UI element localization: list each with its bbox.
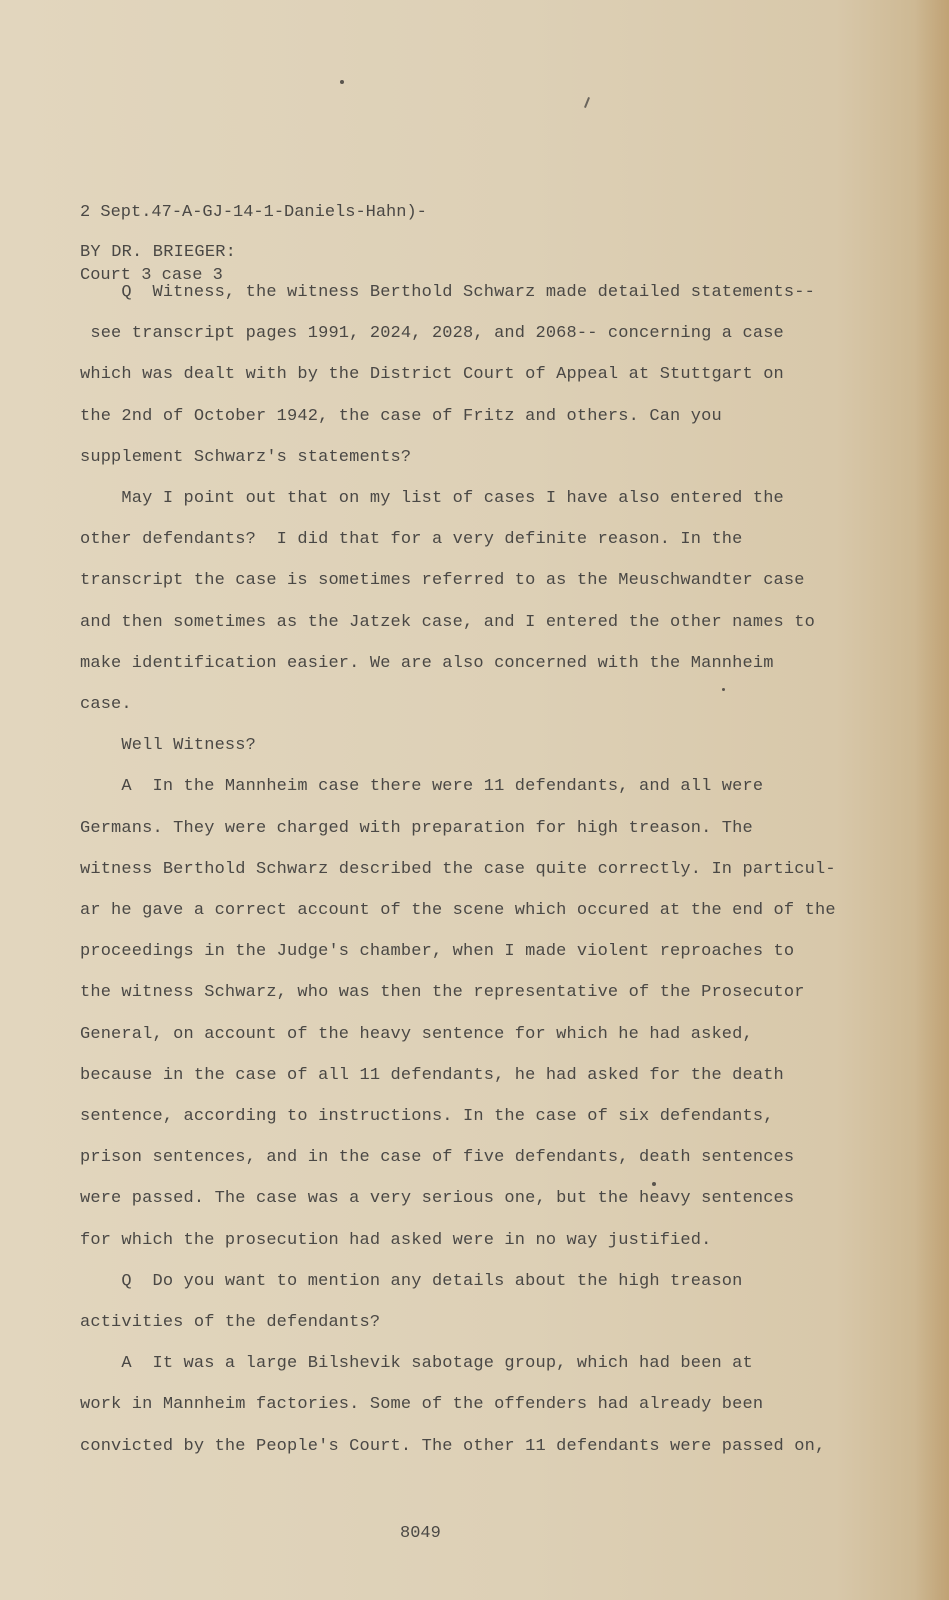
text-line: see transcript pages 1991, 2024, 2028, and 2068-- concerning a case: [80, 324, 784, 344]
text-line: sentence, according to instructions. In the case of six defendants,: [80, 1107, 774, 1126]
text-line: activities of the defendants?: [80, 1313, 381, 1332]
page-number: 8049: [400, 1524, 441, 1543]
text-line: work in Mannheim factories. Some of the offenders had already been: [80, 1395, 764, 1415]
ink-speck: [722, 688, 725, 691]
ink-speck: [652, 1182, 656, 1186]
text-line: General, on account of the heavy sentence for which he had asked,: [80, 1024, 753, 1044]
pencil-mark: [584, 97, 590, 108]
header-line: Court 3 case 3: [80, 266, 223, 285]
text-line: supplement Schwarz's statements?: [80, 447, 412, 467]
text-line: Well Witness?: [80, 736, 256, 756]
text-line: May I point out that on my list of cases I have also entered the: [80, 489, 784, 508]
text-line: which was dealt with by the District Court of Appeal at Stuttgart on: [80, 365, 784, 385]
text-line: other defendants? I did that for a very definite reason. In the: [80, 530, 743, 550]
text-line: Germans. They were charged with preparation for high treason. The: [80, 818, 753, 838]
text-line: A In the Mannheim case there were 11 defendants, and all were: [80, 777, 764, 797]
text-line: case.: [80, 695, 132, 714]
text-line: the witness Schwarz, who was then the representative of the Prosecutor: [80, 983, 805, 1003]
text-line: make identification easier. We are also concerned with the Mannheim: [80, 653, 774, 673]
speaker-attribution: BY DR. BRIEGER:: [80, 243, 237, 262]
header-line: 2 Sept.47-A-GJ-14-1-Daniels-Hahn)-: [80, 203, 427, 222]
text-line: Q Witness, the witness Berthold Schwarz made detailed statements--: [80, 283, 815, 302]
text-line: because in the case of all 11 defendants, he had asked for the death: [80, 1065, 784, 1085]
ink-speck: [340, 80, 344, 84]
text-line: ar he gave a correct account of the scene which occured at the end of the: [80, 901, 836, 920]
text-line: the 2nd of October 1942, the case of Fritz and others. Can you: [80, 406, 722, 426]
text-line: witness Berthold Schwarz described the case quite correctly. In particul-: [80, 859, 836, 879]
text-line: prison sentences, and in the case of five defendants, death sentences: [80, 1148, 795, 1168]
text-line: transcript the case is sometimes referred to as the Meuschwandter case: [80, 571, 805, 591]
text-line: A It was a large Bilshevik sabotage group, which had been at: [80, 1354, 753, 1374]
text-line: for which the prosecution had asked were in no way justified.: [80, 1230, 712, 1250]
text-line: Q Do you want to mention any details about the high treason: [80, 1271, 743, 1291]
text-line: proceedings in the Judge's chamber, when I made violent reproaches to: [80, 942, 795, 962]
page-edge-shadow: [915, 0, 949, 1600]
text-line: were passed. The case was a very serious one, but the heavy sentences: [80, 1189, 795, 1209]
text-line: convicted by the People's Court. The other 11 defendants were passed on,: [80, 1436, 826, 1456]
text-line: and then sometimes as the Jatzek case, and I entered the other names to: [80, 612, 815, 632]
